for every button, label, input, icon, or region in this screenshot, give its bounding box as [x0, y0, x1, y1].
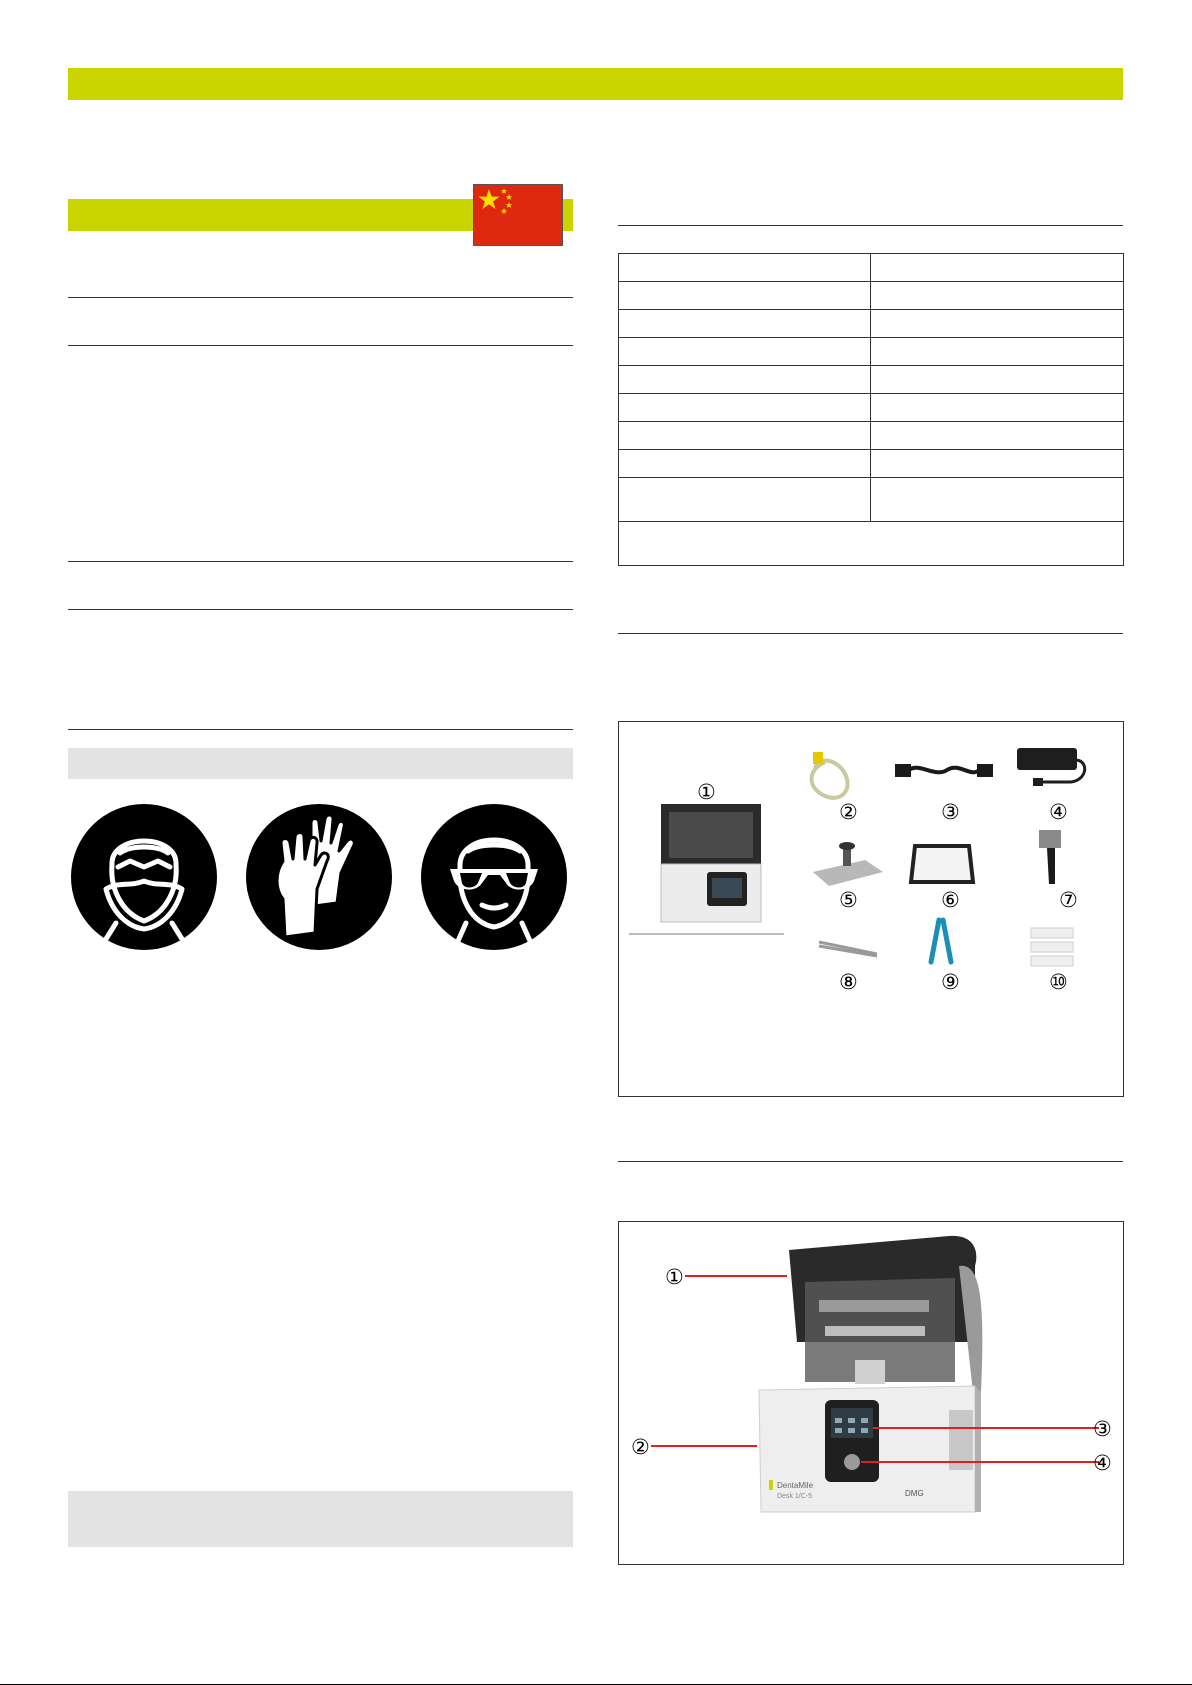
table-row [619, 394, 1124, 422]
table-row [619, 450, 1124, 478]
divider [68, 729, 573, 730]
table-row [619, 522, 1124, 566]
table-row [619, 478, 1124, 522]
safety-panel [68, 748, 573, 779]
divider [618, 225, 1123, 226]
figure-number: ⑩ [1049, 970, 1068, 994]
flag-china-icon [473, 184, 563, 246]
table-row [619, 310, 1124, 338]
tweezers-thumbnail [819, 942, 877, 956]
printer-thumbnail [629, 804, 784, 934]
table-row [619, 422, 1124, 450]
resin-tank-thumbnail [911, 846, 973, 882]
power-adapter-thumbnail [1017, 748, 1085, 786]
divider [618, 633, 1123, 634]
power-cord-thumbnail [897, 766, 991, 775]
respirator-mask-icon [70, 803, 218, 951]
table-row [619, 338, 1124, 366]
callout-number: ② [631, 1435, 650, 1459]
figure-number: ⑧ [839, 970, 858, 994]
divider [68, 609, 573, 610]
logo-text: DMG [905, 1489, 924, 1498]
top-banner [68, 68, 1123, 100]
divider [68, 345, 573, 346]
note-panel [68, 1491, 573, 1547]
callout-number: ① [665, 1265, 684, 1289]
figure-number: ⑥ [941, 888, 960, 912]
printer-illustration [619, 1222, 1123, 1564]
specification-table [618, 253, 1124, 566]
scraper-thumbnail [1039, 830, 1061, 884]
protective-gloves-icon [245, 803, 393, 951]
figure-number: ② [839, 800, 858, 824]
table-row [619, 254, 1124, 282]
figure-number: ④ [1049, 800, 1068, 824]
callout-number: ④ [1093, 1451, 1112, 1475]
brand-text: DentaMile [777, 1481, 814, 1490]
table-row [619, 366, 1124, 394]
printer-overview-figure [618, 1221, 1124, 1565]
accessories-figure [618, 721, 1124, 1097]
figure-number: ⑤ [839, 888, 858, 912]
divider [68, 297, 573, 298]
figure-number: ⑨ [941, 970, 960, 994]
build-platform-thumbnail [813, 842, 883, 886]
cutting-pliers-thumbnail [931, 920, 951, 962]
divider [68, 561, 573, 562]
model-text: Desk 1/C-5 [777, 1493, 813, 1500]
safety-goggles-icon [420, 803, 568, 951]
figure-number: ③ [941, 800, 960, 824]
accessories-illustration [619, 722, 1123, 1096]
resin-packs-thumbnail [1031, 928, 1073, 966]
ethernet-cable-thumbnail [812, 752, 848, 798]
callout-number: ③ [1093, 1417, 1112, 1441]
figure-number: ① [697, 780, 716, 804]
table-row [619, 282, 1124, 310]
divider [618, 1161, 1123, 1162]
figure-number: ⑦ [1059, 888, 1078, 912]
